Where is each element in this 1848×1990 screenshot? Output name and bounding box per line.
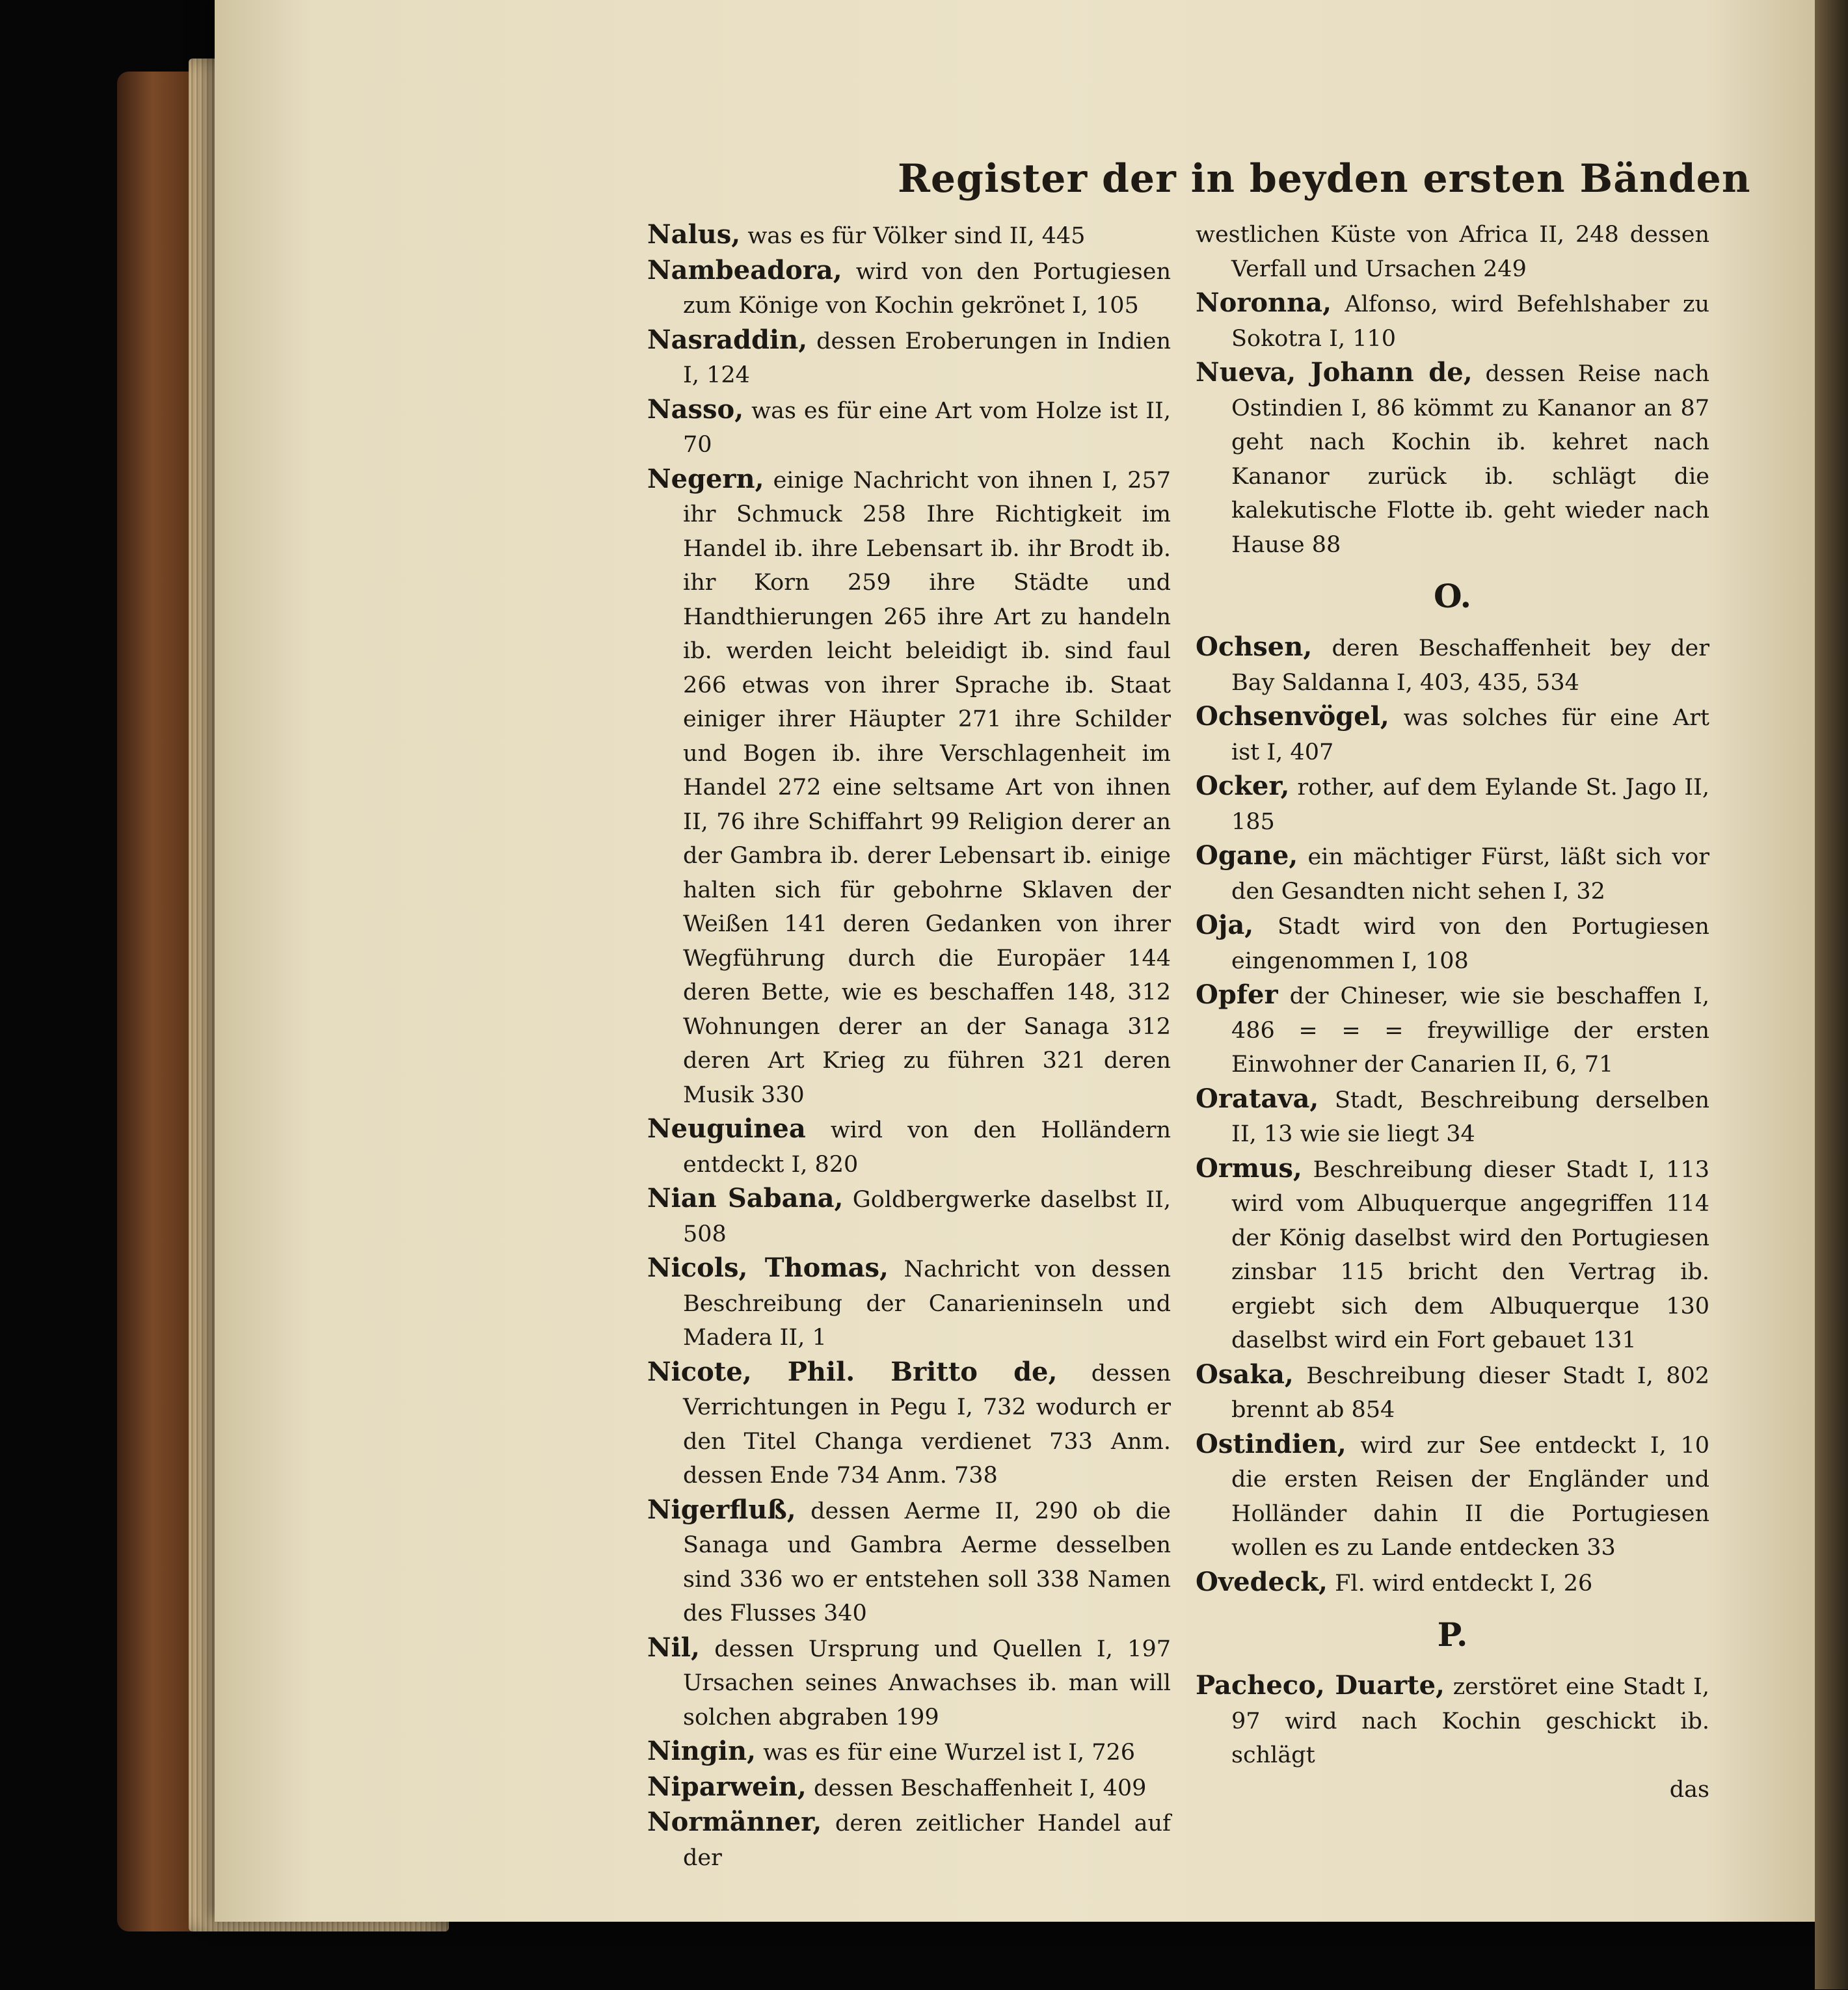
entry-headword: Nambeadora, bbox=[647, 254, 842, 285]
catchword: das bbox=[1669, 1776, 1709, 1803]
index-entry bbox=[1196, 769, 1709, 839]
entry-headword: Ovedeck, bbox=[1196, 1566, 1328, 1597]
index-entry bbox=[1196, 218, 1709, 286]
entry-headword: Nian Sabana, bbox=[647, 1183, 844, 1214]
entry-headword: Niparwein, bbox=[647, 1771, 807, 1802]
entry-headword: Ochsenvögel, bbox=[1196, 701, 1389, 732]
entry-headword: Nigerfluß, bbox=[647, 1494, 796, 1525]
entry-text: Stadt wird von den Portugiesen eingenommen I, 108 bbox=[1231, 914, 1709, 974]
index-entry bbox=[1196, 356, 1709, 562]
entry-text: zerstöret eine Stadt I, 97 wird nach Kochin geschickt ib. schlägt bbox=[1231, 1674, 1709, 1768]
index-entry bbox=[647, 1805, 1171, 1875]
entry-text: was solches für eine Art ist I, 407 bbox=[1231, 705, 1709, 765]
section-letter-p: P. bbox=[1437, 1615, 1468, 1654]
entry-text: wird von den Holländern entdeckt I, 820 bbox=[683, 1117, 1171, 1178]
entry-text: was es für eine Art vom Holze ist II, 70 bbox=[683, 397, 1171, 458]
entry-text: einige Nachricht von ihnen I, 257 ihr Schmuck 258 Ihre Richtigkeit im Handel ib. ihre Lebensart ib. ihr Brodt ib. ihr Korn 259 ihre Städte und Handthierungen 265 ihre Art zu handeln ib. werden leicht beleidigt ib. sind faul 266 etwas von ihrer Sprache ib. Staat einiger ihrer Häupter 271 ihre Schilder und Bogen ib. ihre Verschlagenheit im Handel 272 eine seltsame Art von ihnen II, 76 ihre Schiffahrt 99 Religion derer an der Gambra ib. derer Lebensart ib. einige halten sich für gebohrne Sklaven der Weißen 141 deren Gedanken von ihrer Wegführung durch die Europäer 144 deren Bette, wie es beschaffen 148, 312 Wohnungen derer an der Sanaga 312 deren Art Krieg zu führen 321 deren Musik 330 bbox=[683, 467, 1171, 1108]
entry-text: wird von den Portugiesen zum Könige von Kochin gekrönet I, 105 bbox=[683, 258, 1171, 319]
entry-text: dessen Aerme II, 290 ob die Sanaga und Gambra Aerme desselben sind 336 wo er entstehen soll 338 Namen des Flusses 340 bbox=[683, 1498, 1171, 1626]
entry-headword: Nasraddin, bbox=[647, 324, 808, 355]
entry-headword: Ormus, bbox=[1196, 1152, 1302, 1184]
index-entry bbox=[647, 1770, 1171, 1806]
entry-text: dessen Reise nach Ostindien I, 86 kömmt zu Kananor an 87 geht nach Kochin ib. kehret nach Kananor zurück ib. schlägt die kalekutische Flotte ib. geht wieder nach Hause 88 bbox=[1231, 361, 1709, 558]
entry-headword: Ochsen, bbox=[1196, 631, 1313, 662]
index-entry bbox=[647, 1182, 1171, 1251]
index-entry bbox=[1196, 1427, 1709, 1565]
entry-headword: Oratava, bbox=[1196, 1083, 1319, 1114]
entry-headword: Nasso, bbox=[647, 393, 744, 425]
right-column bbox=[1196, 218, 1709, 1807]
entry-headword: Ocker, bbox=[1196, 771, 1290, 801]
index-entry bbox=[1196, 909, 1709, 978]
entry-headword: Nicols, Thomas, bbox=[647, 1253, 889, 1283]
entry-headword: Negern, bbox=[647, 463, 764, 494]
entry-text: Nachricht von dessen Beschreibung der Canarieninseln und Madera II, 1 bbox=[683, 1256, 1171, 1351]
entry-headword: Nueva, Johann de, bbox=[1196, 357, 1473, 388]
index-entry bbox=[1196, 978, 1709, 1082]
entry-text: deren zeitlicher Handel auf der bbox=[683, 1811, 1171, 1871]
entry-headword: Normänner, bbox=[647, 1807, 822, 1837]
entry-headword: Ostindien, bbox=[1196, 1428, 1346, 1459]
entry-text: Beschreibung dieser Stadt I, 113 wird vom Albuquerque angegriffen 114 der König daselbst wird den Portugiesen zinsbar 115 bricht den Vertrag ib. ergiebt sich dem Albuquerque 130 daselbst wird ein Fort gebauet 131 bbox=[1231, 1156, 1709, 1353]
entry-text: Beschreibung dieser Stadt I, 802 brennt ab 854 bbox=[1231, 1362, 1709, 1423]
index-entry bbox=[1196, 700, 1709, 769]
index-entry bbox=[1196, 630, 1709, 700]
index-entry bbox=[1196, 1669, 1709, 1773]
index-entry bbox=[647, 323, 1171, 393]
entry-headword: Nicote, Phil. Britto de, bbox=[647, 1356, 1058, 1387]
entry-text: westlichen Küste von Africa II, 248 dessen Verfall und Ursachen 249 bbox=[1196, 222, 1709, 282]
entry-text: dessen Beschaffenheit I, 409 bbox=[813, 1775, 1147, 1801]
section-letter-o: O. bbox=[1433, 577, 1472, 615]
index-entry bbox=[647, 1493, 1171, 1631]
entry-headword: Opfer bbox=[1196, 979, 1278, 1010]
entry-text: Alfonso, wird Befehlshaber zu Sokotra I, 110 bbox=[1231, 291, 1709, 352]
entry-text: deren Beschaffenheit bey der Bay Saldanna I, 403, 435, 534 bbox=[1231, 635, 1709, 696]
page-header: Register der in beyden ersten Bänden bbox=[898, 156, 1751, 202]
right-column-top-entries bbox=[1196, 218, 1709, 562]
entry-headword: Nil, bbox=[647, 1632, 700, 1663]
index-entry bbox=[647, 1734, 1171, 1770]
index-entry bbox=[1196, 839, 1709, 909]
index-entry bbox=[647, 1355, 1171, 1493]
entry-text: was es für eine Wurzel ist I, 726 bbox=[763, 1740, 1136, 1766]
entry-text: Fl. wird entdeckt I, 26 bbox=[1335, 1570, 1593, 1597]
left-column bbox=[647, 218, 1171, 1875]
index-entry bbox=[1196, 1358, 1709, 1427]
index-entry bbox=[647, 462, 1171, 1113]
entry-text: dessen Eroberungen in Indien I, 124 bbox=[683, 328, 1171, 388]
entry-headword: Ningin, bbox=[647, 1736, 757, 1766]
entry-text: ein mächtiger Fürst, läßt sich vor den Gesandten nicht sehen I, 32 bbox=[1231, 844, 1709, 905]
book-cover bbox=[117, 72, 195, 1931]
entry-text: Goldbergwerke daselbst II, 508 bbox=[683, 1187, 1171, 1247]
entry-text: dessen Verrichtungen in Pegu I, 732 wodurch er den Titel Changa verdienet 733 Anm. dessen Ende 734 Anm. 738 bbox=[683, 1360, 1171, 1489]
index-entry bbox=[647, 218, 1171, 254]
index-entry bbox=[647, 393, 1171, 462]
entry-text: wird zur See entdeckt I, 10 die ersten Reisen der Engländer und Holländer dahin II die Portugiesen wollen es zu Lande entdecken 33 bbox=[1231, 1432, 1709, 1561]
index-entry bbox=[1196, 286, 1709, 356]
index-entry bbox=[1196, 1082, 1709, 1152]
entry-headword: Noronna, bbox=[1196, 287, 1332, 318]
entry-headword: Pacheco, Duarte, bbox=[1196, 1670, 1445, 1701]
index-entry bbox=[1196, 1565, 1709, 1601]
entry-text: der Chineser, wie sie beschaffen I, 486 = = = freywillige der ersten Einwohner der Canarien II, 6, 71 bbox=[1231, 983, 1709, 1078]
index-entry bbox=[647, 1112, 1171, 1182]
index-entry bbox=[1196, 1152, 1709, 1358]
index-entry bbox=[647, 1251, 1171, 1355]
right-column-p-entries bbox=[1196, 1669, 1709, 1773]
right-column-o-entries bbox=[1196, 630, 1709, 1600]
entry-headword: Neuguinea bbox=[647, 1113, 806, 1144]
entry-headword: Nalus, bbox=[647, 219, 741, 250]
entry-text: Stadt, Beschreibung derselben II, 13 wie sie liegt 34 bbox=[1231, 1087, 1709, 1147]
index-entry bbox=[647, 254, 1171, 323]
entry-headword: Oja, bbox=[1196, 910, 1254, 940]
entry-headword: Osaka, bbox=[1196, 1359, 1294, 1390]
entry-text: was es für Völker sind II, 445 bbox=[747, 223, 1086, 249]
entry-text: dessen Ursprung und Quellen I, 197 Ursachen seines Anwachses ib. man will solchen abgraben 199 bbox=[683, 1636, 1171, 1731]
index-entry bbox=[647, 1631, 1171, 1735]
entry-headword: Ogane, bbox=[1196, 840, 1298, 871]
facing-page-edge bbox=[1815, 0, 1848, 1989]
entry-text: rother, auf dem Eylande St. Jago II, 185 bbox=[1231, 775, 1709, 835]
